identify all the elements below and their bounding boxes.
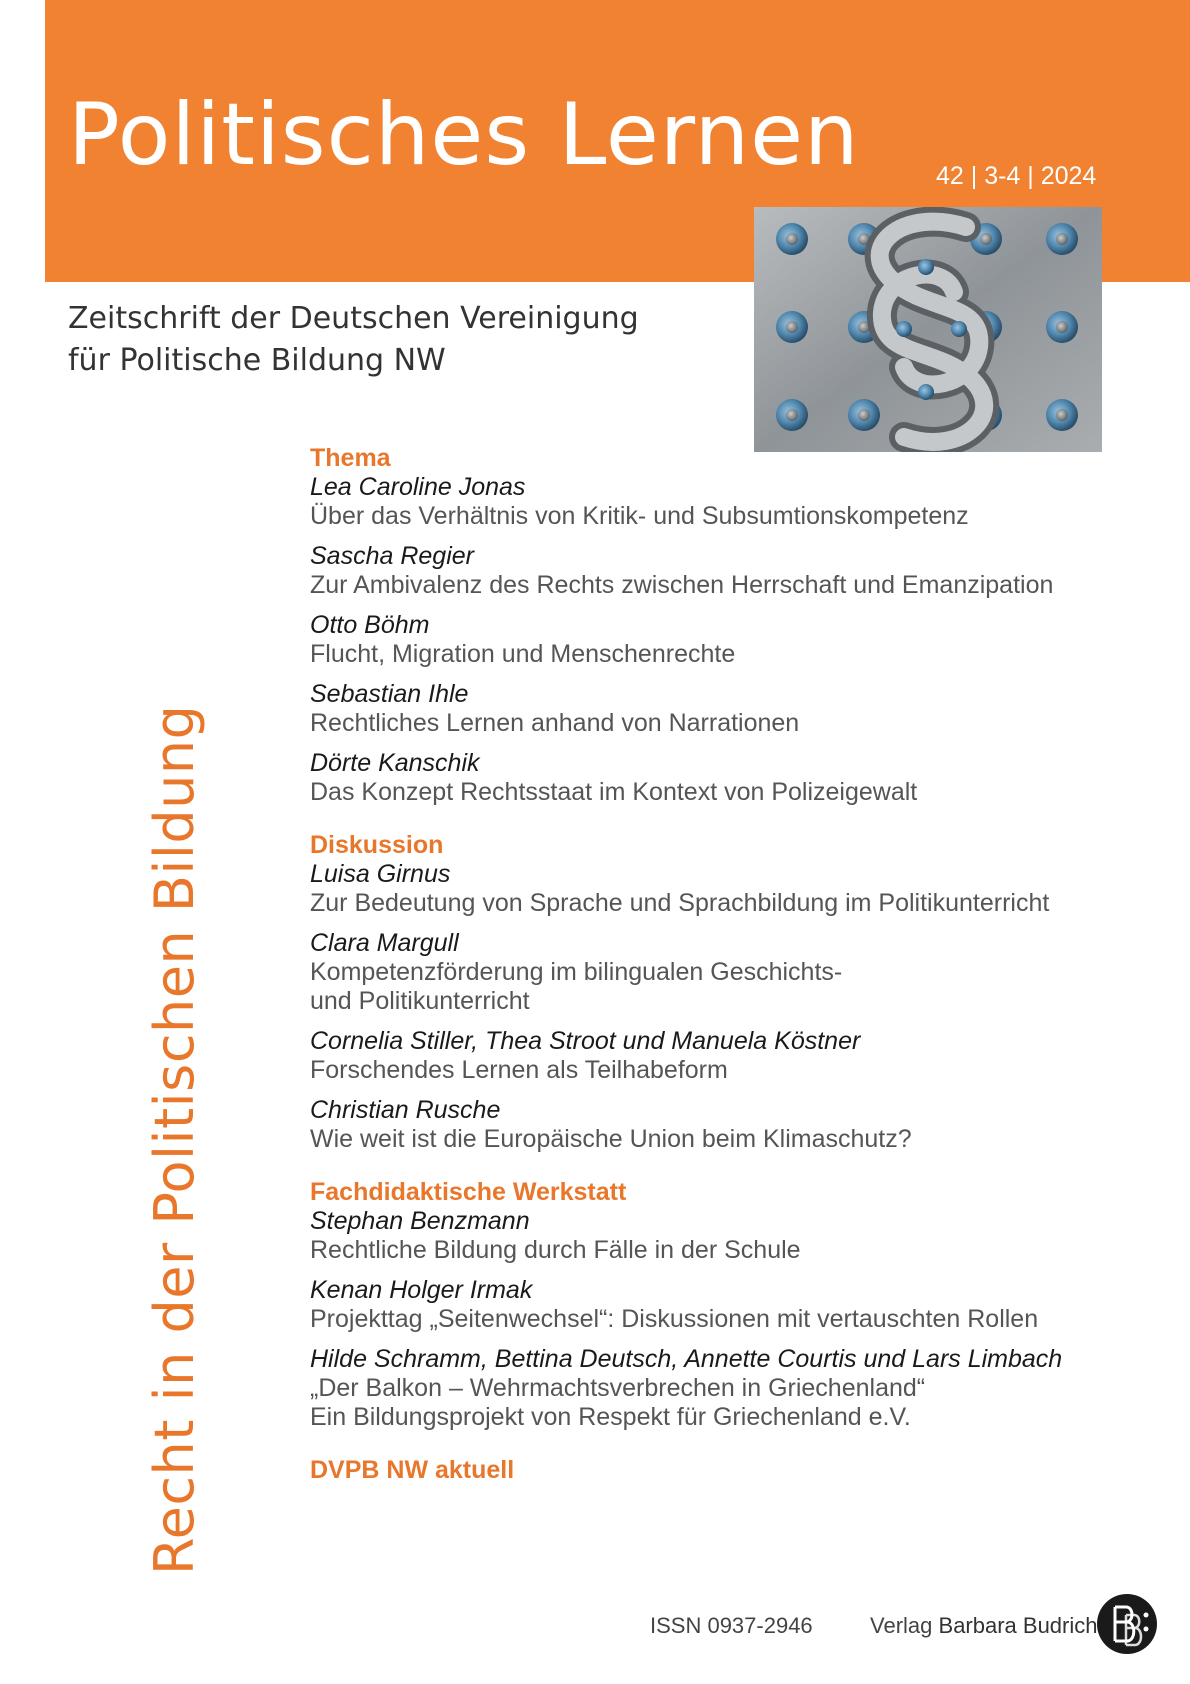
toc-title: Projekttag „Seitenwechsel“: Diskussionen mit vertauschten Rollen <box>310 1305 1039 1333</box>
toc-author: Stephan Benzmann <box>310 1207 530 1235</box>
toc-title: Kompetenzförderung im bilingualen Geschichts- <box>310 958 843 986</box>
toc-author: Christian Rusche <box>310 1096 501 1124</box>
toc-title: Wie weit ist die Europäische Union beim Klimaschutz? <box>310 1125 912 1153</box>
subtitle-line-2: für Politische Bildung NW <box>68 343 446 378</box>
journal-title: Politisches Lernen <box>68 85 860 185</box>
toc-author: Otto Böhm <box>310 611 430 639</box>
toc-title: und Politikunterricht <box>310 987 530 1015</box>
budrich-logo-icon <box>1096 1593 1158 1655</box>
toc-title: Das Konzept Rechtsstaat im Kontext von Polizeigewalt <box>310 778 918 806</box>
toc-author: Dörte Kanschik <box>310 749 480 777</box>
toc-author: Luisa Girnus <box>310 860 451 888</box>
journal-subtitle <box>68 298 639 382</box>
toc-author: Lea Caroline Jonas <box>310 473 526 501</box>
toc-title: Forschendes Lernen als Teilhabeform <box>310 1056 728 1084</box>
section-heading-diskussion: Diskussion <box>310 831 444 859</box>
toc-title: „Der Balkon – Wehrmachtsverbrechen in Griechenland“ <box>310 1374 926 1402</box>
toc-author: Sebastian Ihle <box>310 680 469 708</box>
section-heading-aktuell: DVPB NW aktuell <box>310 1456 515 1484</box>
toc-title: Ein Bildungsprojekt von Respekt für Griechenland e.V. <box>310 1403 911 1431</box>
publisher-name <box>870 1613 1098 1639</box>
section-heading-thema: Thema <box>310 444 391 472</box>
publisher-prefix: Verlag <box>870 1613 933 1638</box>
subtitle-line-1: Zeitschrift der Deutschen Vereinigung <box>68 301 639 336</box>
toc-author: Cornelia Stiller, Thea Stroot und Manuela Köstner <box>310 1027 861 1055</box>
toc-author: Hilde Schramm, Bettina Deutsch, Annette Courtis und Lars Limbach <box>310 1345 1063 1373</box>
issn-number: ISSN 0937-2946 <box>650 1613 813 1638</box>
toc-author: Clara Margull <box>310 929 459 957</box>
publisher-name-text: Barbara Budrich <box>938 1613 1098 1638</box>
toc-title: Zur Bedeutung von Sprache und Sprachbildung im Politikunterricht <box>310 889 1050 917</box>
paragraph-sign-bolts-image <box>754 207 1102 452</box>
issue-theme-title: Recht in der Politischen Bildung <box>143 704 206 1575</box>
toc-author: Kenan Holger Irmak <box>310 1276 533 1304</box>
toc-title: Über das Verhältnis von Kritik- und Subsumtionskompetenz <box>310 502 969 530</box>
section-heading-werkstatt: Fachdidaktische Werkstatt <box>310 1178 627 1206</box>
toc-title: Zur Ambivalenz des Rechts zwischen Herrschaft und Emanzipation <box>310 571 1054 599</box>
issue-info: 42 | 3-4 | 2024 <box>936 162 1097 190</box>
toc-title: Rechtliches Lernen anhand von Narrationen <box>310 709 800 737</box>
toc-title: Flucht, Migration und Menschenrechte <box>310 640 736 668</box>
toc-author: Sascha Regier <box>310 542 474 570</box>
toc-title: Rechtliche Bildung durch Fälle in der Schule <box>310 1236 801 1264</box>
